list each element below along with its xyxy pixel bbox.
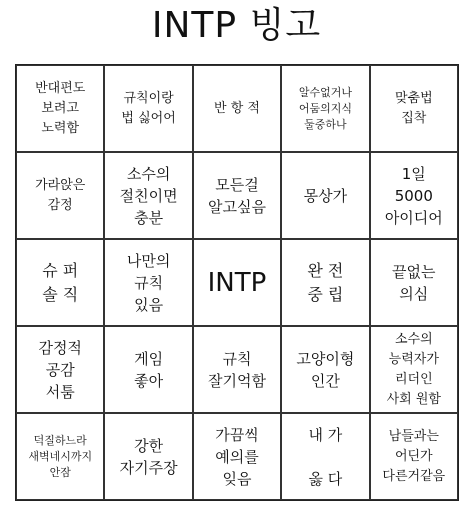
bingo-cell-r5c3[interactable]: 가끔씩 예의를 잊음 xyxy=(193,413,281,500)
bingo-cell-r3c2[interactable]: 나만의 규칙 있음 xyxy=(104,239,192,326)
bingo-cell-r5c1[interactable]: 덕질하느라 새벽네시까지 안잠 xyxy=(16,413,104,500)
bingo-cell-r2c2[interactable]: 소수의 절친이면 충분 xyxy=(104,152,192,239)
bingo-cell-r3c5[interactable]: 끝없는 의심 xyxy=(370,239,458,326)
bingo-cell-r2c3[interactable]: 모든걸 알고싶음 xyxy=(193,152,281,239)
bingo-cell-r2c4[interactable]: 몽상가 xyxy=(281,152,369,239)
bingo-cell-r1c4[interactable]: 알수없거나 어둠의지식 둘중하나 xyxy=(281,65,369,152)
bingo-cell-r1c5[interactable]: 맞춤법 집착 xyxy=(370,65,458,152)
bingo-cell-r5c2[interactable]: 강한 자기주장 xyxy=(104,413,192,500)
bingo-cell-r1c3[interactable]: 반 항 적 xyxy=(193,65,281,152)
bingo-cell-r1c1[interactable]: 반대편도 보려고 노력함 xyxy=(16,65,104,152)
bingo-cell-r1c2[interactable]: 규칙이랑 법 싫어어 xyxy=(104,65,192,152)
bingo-board xyxy=(15,64,459,501)
bingo-cell-r3c4[interactable]: 완 전 중 립 xyxy=(281,239,369,326)
bingo-cell-r2c5[interactable]: 1일 5000 아이디어 xyxy=(370,152,458,239)
bingo-cell-r2c1[interactable]: 가라앉은 감정 xyxy=(16,152,104,239)
bingo-cell-center[interactable]: INTP xyxy=(193,239,281,326)
bingo-cell-r4c1[interactable]: 감정적 공감 서툼 xyxy=(16,326,104,413)
bingo-cell-r5c5[interactable]: 남들과는 어딘가 다른거같음 xyxy=(370,413,458,500)
bingo-cell-r4c5[interactable]: 소수의 능력자가 리더인 사회 원함 xyxy=(370,326,458,413)
bingo-cell-r4c4[interactable]: 고양이형 인간 xyxy=(281,326,369,413)
bingo-cell-r5c4[interactable]: 내 가 옳 다 xyxy=(281,413,369,500)
bingo-cell-r4c2[interactable]: 게임 좋아 xyxy=(104,326,192,413)
page-title: INTP 빙고 xyxy=(151,5,322,46)
bingo-cell-r4c3[interactable]: 규칙 잘기억함 xyxy=(193,326,281,413)
bingo-cell-r3c1[interactable]: 슈 퍼 솔 직 xyxy=(16,239,104,326)
